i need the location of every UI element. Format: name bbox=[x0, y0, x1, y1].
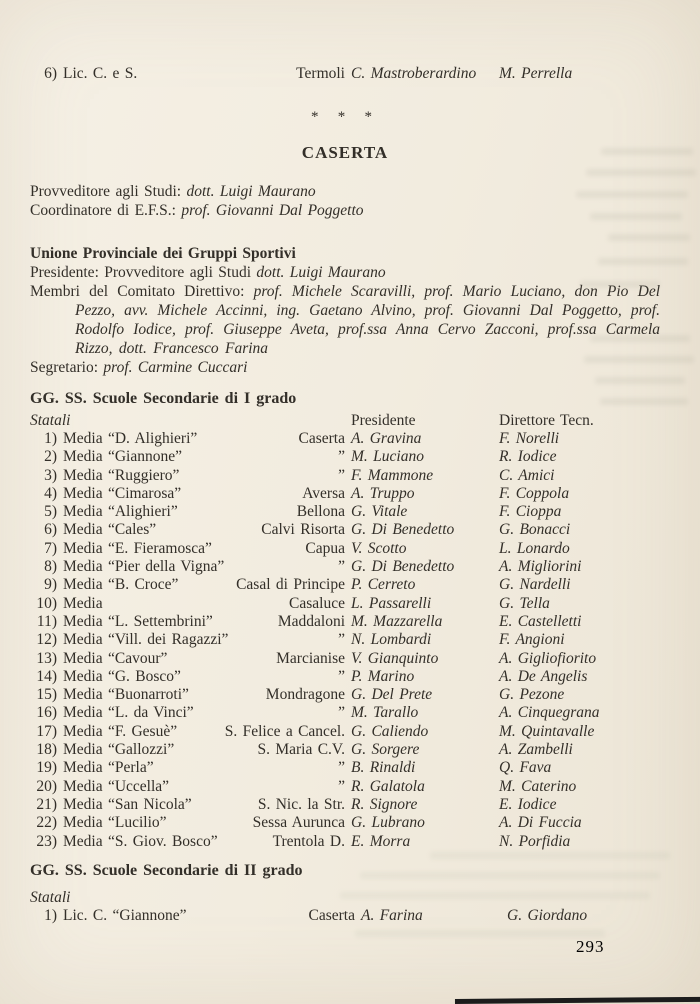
table-row bbox=[30, 576, 660, 594]
school-location: S. Nic. la Str. bbox=[257, 795, 345, 813]
direttore-name: G. Nardelli bbox=[499, 576, 571, 594]
unione-provinciale-block bbox=[30, 244, 660, 377]
school-name: Media “Uccella” bbox=[63, 777, 170, 795]
coordinatore-line bbox=[30, 201, 660, 220]
row-number: 4) bbox=[44, 484, 57, 502]
row-number: 6) bbox=[44, 521, 57, 539]
table-row bbox=[30, 759, 660, 777]
column-presidente: Presidente bbox=[351, 412, 416, 429]
table-row bbox=[30, 595, 660, 613]
table-row bbox=[30, 796, 660, 814]
school-and-location bbox=[63, 741, 345, 759]
presidente-name: M. Luciano bbox=[351, 448, 424, 466]
school-name: Media “E. Fieramosca” bbox=[63, 539, 212, 557]
presidente-name: G. Lubrano bbox=[351, 814, 425, 832]
school-and-location bbox=[63, 686, 345, 704]
row-number: 11) bbox=[36, 612, 57, 630]
table-row bbox=[30, 723, 660, 741]
school-location: Casal di Principe bbox=[236, 576, 345, 594]
column-direttore: Direttore Tecn. bbox=[499, 412, 594, 429]
table-row bbox=[30, 558, 660, 576]
table-row bbox=[30, 631, 660, 649]
table1-title: GG. SS. Scuole Secondarie di I grado bbox=[30, 390, 297, 407]
school-name: Media “G. Bosco” bbox=[63, 667, 181, 685]
segretario-name: prof. Carmine Cuccari bbox=[103, 359, 248, 376]
school-and-location bbox=[63, 503, 345, 521]
school-name: Media “Gallozzi” bbox=[63, 741, 175, 759]
school-name: Media “Ruggiero” bbox=[63, 466, 180, 484]
table-row bbox=[30, 741, 660, 759]
school-and-location bbox=[63, 595, 345, 613]
page-number: 293 bbox=[576, 937, 605, 956]
school-location: Sessa Aurunca bbox=[252, 814, 345, 832]
coordinatore-label: Coordinatore di E.F.S.: bbox=[30, 202, 176, 219]
row-number: 7) bbox=[44, 539, 57, 557]
school-and-location bbox=[63, 521, 345, 539]
school-name: Media “Alighieri” bbox=[63, 503, 178, 521]
table2-title: GG. SS. Scuole Secondarie di II grado bbox=[30, 861, 303, 879]
school-location: Caserta bbox=[298, 430, 345, 447]
school-and-location bbox=[63, 907, 355, 925]
school-location: ” bbox=[338, 448, 345, 466]
direttore-name: M. Perrella bbox=[499, 65, 573, 82]
direttore-name: A. Gigliofiorito bbox=[499, 649, 597, 667]
column-statali: Statali bbox=[30, 412, 71, 429]
segretario-label: Segretario: bbox=[30, 359, 99, 376]
row-number: 19) bbox=[36, 759, 57, 777]
row-number: 22) bbox=[36, 814, 57, 832]
school-location: ” bbox=[338, 704, 345, 722]
row-number: 13) bbox=[36, 649, 57, 667]
school-name: Media bbox=[63, 594, 103, 612]
unione-presidente-line bbox=[30, 263, 660, 282]
section-separator-asterisks: * * * bbox=[311, 109, 379, 125]
provveditore-name: dott. Luigi Maurano bbox=[186, 183, 316, 200]
carryover-entry-row bbox=[30, 64, 660, 83]
row-number: 16) bbox=[36, 704, 57, 722]
provveditore-label: Provveditore agli Studi: bbox=[30, 183, 182, 200]
direttore-name: M. Quintavalle bbox=[499, 722, 595, 740]
school-name: Media “D. Alighieri” bbox=[63, 430, 198, 447]
direttore-name: A. Di Fuccia bbox=[499, 814, 582, 832]
unione-title: Unione Provinciale dei Gruppi Sportivi bbox=[30, 245, 296, 262]
table-row bbox=[30, 704, 660, 722]
school-and-location bbox=[63, 558, 345, 576]
direttore-name: E. Castelletti bbox=[499, 612, 582, 630]
presidente-name: A. Truppo bbox=[351, 484, 415, 502]
school-location: Maddaloni bbox=[277, 612, 345, 630]
table-row bbox=[30, 668, 660, 686]
school-location: Capua bbox=[305, 539, 345, 557]
school-and-location bbox=[63, 485, 345, 503]
school-name: Media “Pier della Vigna” bbox=[63, 558, 225, 576]
presidente-name: R. Galatola bbox=[351, 777, 425, 795]
presidente-name: G. Caliendo bbox=[351, 722, 429, 740]
table-row bbox=[30, 448, 660, 466]
row-number: 3) bbox=[44, 466, 57, 484]
presidente-name: G. Di Benedetto bbox=[351, 521, 455, 539]
table-row bbox=[30, 521, 660, 539]
row-number: 2) bbox=[44, 448, 57, 466]
row-number: 17) bbox=[36, 722, 57, 740]
direttore-name: L. Lonardo bbox=[499, 539, 570, 557]
school-and-location bbox=[63, 814, 345, 832]
direttore-name: G. Giordano bbox=[507, 906, 588, 924]
school-and-location bbox=[63, 668, 345, 686]
direttore-name: A. Cinquegrana bbox=[499, 704, 600, 722]
school-name: Lic. C. e S. bbox=[63, 65, 138, 82]
table1-header-row bbox=[30, 411, 660, 430]
presidente-name: E. Morra bbox=[351, 832, 411, 850]
presidente-name: V. Gianquinto bbox=[351, 649, 439, 667]
row-number: 23) bbox=[36, 832, 57, 850]
school-name: Media “L. Settembrini” bbox=[63, 612, 213, 630]
table-row bbox=[30, 613, 660, 631]
school-name: Media “Lucilio” bbox=[63, 814, 167, 832]
row-number: 8) bbox=[44, 558, 57, 576]
coordinatore-name: prof. Giovanni Dal Poggetto bbox=[181, 202, 364, 219]
row-number: 1) bbox=[44, 430, 57, 447]
table-row bbox=[30, 650, 660, 668]
school-name: Media “S. Giov. Bosco” bbox=[63, 832, 218, 850]
table-row bbox=[30, 778, 660, 796]
school-location: ” bbox=[338, 558, 345, 576]
direttore-name: A. Migliorini bbox=[499, 558, 582, 576]
membri-label: Membri del Comitato Direttivo: bbox=[30, 283, 245, 300]
row-number: 20) bbox=[36, 777, 57, 795]
school-name: Media “F. Gesuè” bbox=[63, 722, 178, 740]
direttore-name: E. Iodice bbox=[499, 795, 557, 813]
school-location: Marcianise bbox=[276, 649, 345, 667]
school-name: Media “Cimarosa” bbox=[63, 484, 182, 502]
table1-rows bbox=[30, 430, 660, 851]
presidente-name: P. Marino bbox=[351, 667, 415, 685]
table-row bbox=[30, 686, 660, 704]
school-and-location bbox=[63, 759, 345, 777]
direttore-name: G. Bonacci bbox=[499, 521, 571, 539]
school-location: ” bbox=[338, 631, 345, 649]
school-and-location bbox=[63, 631, 345, 649]
row-number: 6) bbox=[44, 65, 57, 82]
table-row bbox=[30, 833, 660, 851]
row-number: 9) bbox=[44, 576, 57, 594]
membri-names: prof. Michele Scaravilli, prof. Mario Luciano, don Pio Del Pezzo, avv. Michele Accinni, ing. Gaetano Alvino, prof. Giovanni Dal Poggetto, prof. Rodolfo Iodice, prof. Giuseppe Aveta, prof.ssa Anna Cervo Zacconi, prof.ssa Carmela Rizzo, dott. Francesco Farina bbox=[75, 283, 661, 357]
presidente-name: M. Mazzarella bbox=[351, 612, 443, 630]
row-number: 1) bbox=[44, 906, 57, 924]
direttore-name: Q. Fava bbox=[499, 759, 552, 777]
direttore-name: G. Pezone bbox=[499, 686, 565, 704]
table-row bbox=[30, 485, 660, 503]
direttore-name: R. Iodice bbox=[499, 448, 557, 466]
school-name: Media “Cavour” bbox=[63, 649, 168, 667]
presidente-name: G. Sorgere bbox=[351, 741, 420, 759]
table2-rows bbox=[30, 907, 660, 925]
table-row bbox=[30, 540, 660, 558]
direttore-name: N. Porfidia bbox=[499, 832, 571, 850]
school-and-location bbox=[63, 650, 345, 668]
table-row bbox=[30, 503, 660, 521]
school-and-location bbox=[63, 540, 345, 558]
school-name: Media “B. Croce” bbox=[63, 576, 179, 594]
presidente-name: G. Del Prete bbox=[351, 686, 433, 704]
table-row bbox=[30, 907, 660, 925]
officials-block bbox=[30, 182, 660, 220]
presidente-name: A. Gravina bbox=[351, 430, 422, 447]
school-and-location bbox=[63, 778, 345, 796]
presidente-name: R. Signore bbox=[351, 795, 418, 813]
presidente-name: A. Farina bbox=[361, 906, 423, 924]
school-and-location bbox=[63, 576, 345, 594]
school-name: Media “Vill. dei Ragazzi” bbox=[63, 631, 229, 649]
school-and-location bbox=[63, 723, 345, 741]
school-and-location bbox=[63, 430, 345, 448]
school-and-location bbox=[63, 704, 345, 722]
school-name: Media “Cales” bbox=[63, 521, 157, 539]
direttore-name: A. De Angelis bbox=[499, 667, 588, 685]
presidente-name: L. Passarelli bbox=[351, 594, 432, 612]
direttore-name: F. Coppola bbox=[499, 484, 570, 502]
row-number: 10) bbox=[36, 594, 57, 612]
school-location: Trentola D. bbox=[272, 832, 345, 850]
school-name: Media “L. da Vinci” bbox=[63, 704, 194, 722]
school-location: Termoli bbox=[296, 65, 345, 82]
direttore-name: F. Cioppa bbox=[499, 503, 562, 521]
province-title: CASERTA bbox=[301, 143, 389, 162]
school-and-location bbox=[63, 64, 345, 83]
school-location: Caserta bbox=[308, 906, 355, 924]
school-location: Bellona bbox=[296, 503, 345, 521]
school-name: Media “Buonarroti” bbox=[63, 686, 189, 704]
provveditore-line bbox=[30, 182, 660, 201]
table-row bbox=[30, 467, 660, 485]
direttore-name: G. Tella bbox=[499, 594, 550, 612]
presidente-name: P. Cerreto bbox=[351, 576, 416, 594]
table2-subheader: Statali bbox=[30, 888, 71, 906]
school-and-location bbox=[63, 448, 345, 466]
direttore-name: F. Norelli bbox=[499, 430, 560, 447]
row-number: 12) bbox=[36, 631, 57, 649]
school-location: Calvi Risorta bbox=[261, 521, 345, 539]
table-row bbox=[30, 814, 660, 832]
presidente-name: G. Vitale bbox=[351, 503, 408, 521]
presidente-name: G. Di Benedetto bbox=[351, 558, 455, 576]
direttore-name: M. Caterino bbox=[499, 777, 577, 795]
presidente-name: B. Rinaldi bbox=[351, 759, 416, 777]
school-name: Media “San Nicola” bbox=[63, 795, 192, 813]
school-location: ” bbox=[338, 667, 345, 685]
presidente-name: F. Mammone bbox=[351, 466, 434, 484]
presidente-name: V. Scotto bbox=[351, 539, 407, 557]
row-number: 21) bbox=[36, 795, 57, 813]
presidente-name: N. Lombardi bbox=[351, 631, 432, 649]
school-location: S. Felice a Cancel. bbox=[224, 722, 345, 740]
presidente-name: M. Tarallo bbox=[351, 704, 419, 722]
segretario-line bbox=[30, 358, 660, 377]
row-number: 18) bbox=[36, 741, 57, 759]
table-row bbox=[30, 430, 660, 448]
unione-presidente-label: Presidente: Provveditore agli Studi bbox=[30, 264, 252, 281]
direttore-name: F. Angioni bbox=[499, 631, 565, 649]
presidente-name: C. Mastroberardino bbox=[351, 65, 477, 82]
row-number: 5) bbox=[44, 503, 57, 521]
school-and-location bbox=[63, 467, 345, 485]
unione-presidente-name: dott. Luigi Maurano bbox=[256, 264, 386, 281]
school-and-location bbox=[63, 613, 345, 631]
school-and-location bbox=[63, 833, 345, 851]
row-number: 14) bbox=[36, 667, 57, 685]
school-location: ” bbox=[338, 466, 345, 484]
school-location: S. Maria C.V. bbox=[257, 741, 345, 759]
row-number: 15) bbox=[36, 686, 57, 704]
school-name: Media “Giannone” bbox=[63, 448, 182, 466]
school-location: ” bbox=[338, 777, 345, 795]
school-and-location bbox=[63, 796, 345, 814]
school-location: Mondragone bbox=[265, 686, 345, 704]
school-name: Media “Perla” bbox=[63, 759, 154, 777]
direttore-name: C. Amici bbox=[499, 466, 555, 484]
school-location: Casaluce bbox=[289, 594, 345, 612]
membri-paragraph bbox=[30, 282, 660, 358]
school-location: Aversa bbox=[302, 484, 345, 502]
school-name: Lic. C. “Giannone” bbox=[63, 906, 187, 924]
school-location: ” bbox=[338, 759, 345, 777]
direttore-name: A. Zambelli bbox=[499, 741, 573, 759]
